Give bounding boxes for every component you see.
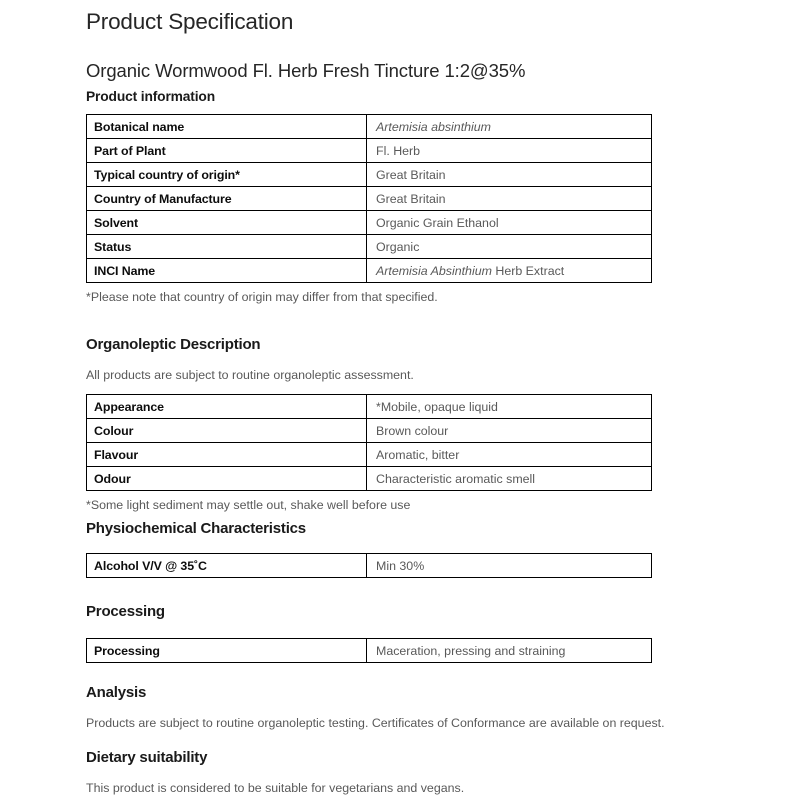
table-row [87,395,652,419]
product-title: Organic Wormwood Fl. Herb Fresh Tincture 1:2@35% [86,60,526,81]
table-row [87,187,652,211]
row-label: Odour [87,467,367,491]
sediment-footnote: *Some light sediment may settle out, shake well before use [86,498,411,512]
spacer [86,732,746,748]
row-label: Flavour [87,443,367,467]
row-label: Country of Manufacture [87,187,367,211]
dietary-text: This product is considered to be suitable for vegetarians and vegans. [86,781,465,795]
spacer [86,768,746,780]
row-value: Brown colour [367,419,652,443]
table-row [87,235,652,259]
row-value: Aromatic, bitter [367,443,652,467]
page-title: Product Specification [86,9,294,34]
organoleptic-heading: Organoleptic Description [86,336,261,353]
row-label: Processing [87,639,367,663]
row-value: Great Britain [367,163,652,187]
table-row [87,115,652,139]
dietary-heading: Dietary suitability [86,749,208,766]
row-label: Appearance [87,395,367,419]
processing-table [86,638,652,663]
spacer [86,355,746,367]
table-row [87,163,652,187]
table-row [87,259,652,283]
row-label: Status [87,235,367,259]
organoleptic-table [86,394,652,491]
spacer [86,703,746,715]
spacer [86,622,746,638]
row-value: Characteristic aromatic smell [367,467,652,491]
row-value: Organic Grain Ethanol [367,211,652,235]
row-value-italic: Artemisia Absinthium [376,263,492,278]
row-value [367,115,652,139]
row-label: Part of Plant [87,139,367,163]
table-row [87,139,652,163]
spacer [86,663,746,683]
row-label: Colour [87,419,367,443]
row-value: Min 30% [367,554,652,578]
document-content [86,0,746,797]
table-row [87,419,652,443]
row-label: Alcohol V/V @ 35˚C [87,554,367,578]
row-value-text: Artemisia absinthium [376,119,492,134]
row-label: Solvent [87,211,367,235]
physiochemical-heading: Physiochemical Characteristics [86,520,306,537]
processing-heading: Processing [86,603,165,620]
table-row [87,211,652,235]
row-value: Fl. Herb [367,139,652,163]
origin-footnote: *Please note that country of origin may differ from that specified. [86,290,438,304]
row-label: INCI Name [87,259,367,283]
analysis-text: Products are subject to routine organoleptic testing. Certificates of Conformance are available on request. [86,716,665,730]
table-row [87,443,652,467]
row-value [367,259,652,283]
row-label: Botanical name [87,115,367,139]
spacer [86,106,746,114]
product-information-heading: Product information [86,89,215,104]
spacer [86,305,746,335]
table-row [87,467,652,491]
analysis-heading: Analysis [86,684,147,701]
row-label: Typical country of origin* [87,163,367,187]
table-row [87,554,652,578]
spacer [86,384,746,394]
spacer [86,578,746,602]
table-row [87,639,652,663]
product-information-table [86,114,652,283]
row-value-plain: Herb Extract [491,263,565,278]
physiochemical-table [86,553,652,578]
organoleptic-intro: All products are subject to routine organoleptic assessment. [86,368,414,382]
row-value: Maceration, pressing and straining [367,639,652,663]
row-value: *Mobile, opaque liquid [367,395,652,419]
row-value: Organic [367,235,652,259]
row-value: Great Britain [367,187,652,211]
spacer [86,539,746,553]
